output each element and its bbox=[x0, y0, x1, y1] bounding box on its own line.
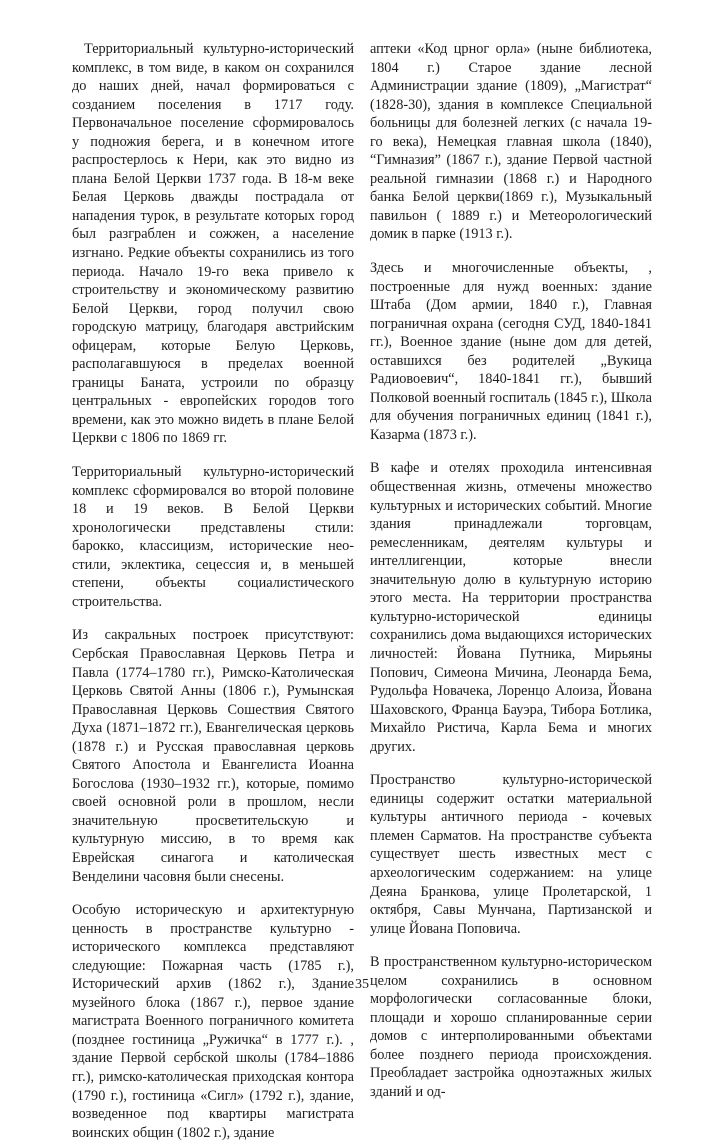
paragraph-buildings-continued: аптеки «Код црног орла» (ныне библиотека, 1804 г.) Старое здание лесной Администрации здание (1809), „Магистрат“ (1828-30), здания в комплексе Специальной больницы для болезней легких (с начала 19-го века), Немецкая главная школа (1840), “Гимназия” (1867 г.), здание Первой частной реальной гимназии (1868 г.) и Народного банка Белой церкви(1869 г.), Музыкальный павильон ( 1889 г.) и Метеорологический домик в парке (1913 г.). bbox=[370, 41, 652, 243]
paragraph-military-buildings: Здесь и многочисленные объекты, , построенные для нужд военных: здание Штаба (Дом армии, 1840 г.), Главная пограничная охрана (сегодня СУД, 1840-1841 гг.), Военное здание (ныне дом для детей, оставшихся без родителей „Вукица Радиовоевич“, 1840-1841 гг.), бывший Полковой военный госпиталь (1845 г.), Школа для обучения пограничных единиц (1841 г.), Казарма (1873 г.). bbox=[370, 260, 652, 443]
paragraph-styles: Территориальный культурно-исторический комплекс сформировался во второй половине 18 и 19 веков. В Белой Церкви хронологически представлены стили: барокко, классицизм, исторические нео-стили, эклектика, сецессия и, в меньшей степени, объекты социалистического строительства. bbox=[72, 464, 354, 610]
paragraph-architectural-value: Особую историческую и архитектурную ценность в пространстве культурно - исторического комплекса представляют следующие: Пожарная часть (1785 г.), Исторический архив (1862 г.), Здание музейного блока (1867 г.), первое здание магистрата Военного пограничного комитета (позднее гостиница „Ружичка“ в 1777 г.). , здание Первой сербской школы (1784–1886 гг.), римско-католическая приходская контора (1790 г.), гостиница «Сигл» (1792 г.), здание, возведенное под квартиры магистрата воинских общин (1802 г.), здание bbox=[72, 902, 354, 1141]
paragraph-sacral-buildings: Из сакральных построек присутствуют: Сербская Православная Церковь Петра и Павла (1774–1780 гг.), Римско-Католическая Церковь Святой Анны (1806 г.), Румынская Православная Церковь Сошествия Святого Духа (1871–1872 гг.), Евангелическая церковь (1878 г.) и Русская православная церковь Святого Апостола и Евангелиста Иоанна Богослова (1930–1932 гг.), которые, помимо своей основной роли в прошлом, несли значительную просветительскую и культурную миссию, в то время как Еврейская синагога и католическая Венделини часовня были снесены. bbox=[72, 627, 354, 885]
paragraph-history-intro: Территориальный культурно-исторический комплекс, в том виде, в каком он сохранился до наших дней, начал формироваться с созданием поселения в 1717 году. Первоначальное поселение сформировалось у подножия берега, и в конечном итоге распростерлось к Нери, как это видно из плана Белой Церкви 1737 года. В 18-м веке Белая Церковь дважды пострадала от нападения турок, в результате которых город был разграблен и сожжен, а население изгнано. Редкие объекты сохранились из того периода. Начало 19-го века привело к строительству и экономическому развитию Белой Церкви, город получил свою городскую матрицу, благодаря австрийским офицерам, которые Белую Церковь, располагавшуюся в пределах военной границы Баната, устроили по образцу центральных - европейских городов того времени, как это можно видеть в плане Белой Церкви с 1806 по 1869 гг. bbox=[72, 41, 354, 447]
paragraph-archaeology: Пространство культурно-исторической единицы содержит остатки материальной культуры античного периода - кочевых племен Сарматов. На пространстве субъекта существует шесть известных мест с археологическим содержанием: на улице Деяна Бранкова, улице Пролетарской, 1 октября, Савы Мунчана, Партизанской и улице Йована Поповича. bbox=[370, 772, 652, 937]
right-column bbox=[370, 40, 652, 1102]
paragraph-social-life: В кафе и отелях проходила интенсивная общественная жизнь, отмечены множество культурных и исторических событий. Многие здания принадлежали торговцам, ремесленникам, деятелям культуры и интеллигенции, которые внесли значительную долю в культурную историю этого места. На территории пространства культурно-исторической единицы сохранились дома выдающихся исторических личностей: Йована Путника, Мирьяны Попович, Симеона Мичина, Леонарда Бема, Рудольфа Новачека, Лоренцо Алоиза, Йована Шаховского, Франца Бауэра, Тибора Ботлика, Михайло Ристича, Карла Бема и многих других. bbox=[370, 460, 652, 755]
paragraph-morphology: В пространственном культурно-историческом целом сохранились в основном морфологически согласованные блоки, площади и хорошо спланированные серии домов с интерполированными объектами более позднего периода происхождения. Преобладает застройка одноэтажных жилых зданий и од- bbox=[370, 954, 652, 1100]
page-number: 35 bbox=[355, 977, 369, 992]
